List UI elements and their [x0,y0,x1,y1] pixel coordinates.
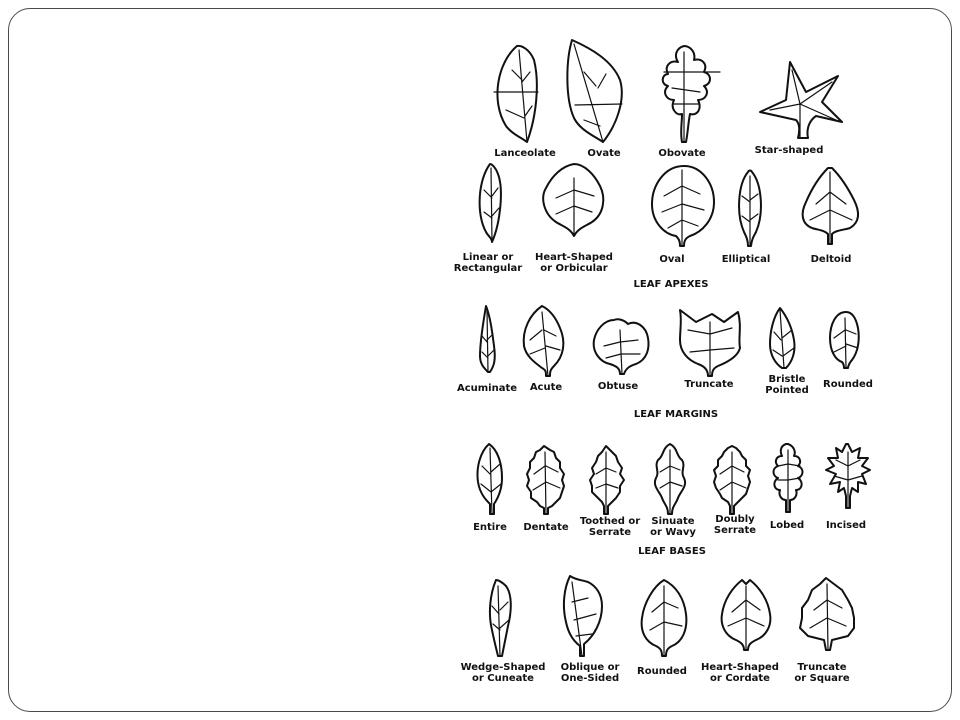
label-acute: Acute [529,382,563,393]
label-doubly-serrate: Doubly Serrate [713,514,757,536]
label-lanceolate: Lanceolate [494,148,556,159]
label-incised: Incised [825,520,867,531]
label-heart-orbicular: Heart-Shaped or Orbicular [535,252,613,274]
doubly-serrate-leaf-icon [714,446,750,514]
label-cuneate: Wedge-Shaped or Cuneate [460,662,546,684]
acute-leaf-icon [524,306,564,376]
label-rounded-base: Rounded [637,666,687,677]
cordate-base-leaf-icon [722,580,771,650]
label-bristle-pointed: Bristle Pointed [765,374,809,396]
label-star-shaped: Star-shaped [754,145,824,156]
label-obovate: Obovate [658,148,706,159]
star-shaped-leaf-icon [760,62,842,138]
elliptical-leaf-icon [739,171,761,247]
sinuate-leaf-icon [655,444,685,514]
acuminate-leaf-icon [480,306,495,372]
dentate-leaf-icon [527,446,564,514]
label-rounded-apex: Rounded [823,379,873,390]
label-truncate-apex: Truncate [684,379,734,390]
label-sinuate: Sinuate or Wavy [650,516,696,538]
heading-leaf-apexes: LEAF APEXES [633,279,709,290]
obovate-leaf-icon [663,46,720,142]
linear-leaf-icon [480,164,501,242]
ovate-leaf-icon [567,40,622,142]
label-acuminate: Acuminate [456,383,518,394]
truncate-apex-leaf-icon [680,310,740,376]
heading-leaf-margins: LEAF MARGINS [633,409,719,420]
obtuse-leaf-icon [594,319,649,374]
oblique-base-leaf-icon [564,576,602,656]
lanceolate-leaf-icon [494,46,538,142]
oval-leaf-icon [652,166,714,246]
label-entire: Entire [473,522,507,533]
truncate-base-leaf-icon [800,578,854,650]
label-oblique: Oblique or One-Sided [560,662,620,684]
deltoid-leaf-icon [803,168,858,244]
lobed-leaf-icon [774,444,803,512]
heading-leaf-bases: LEAF BASES [638,546,706,557]
serrate-leaf-icon [590,446,624,514]
label-ovate: Ovate [587,148,621,159]
label-oval: Oval [659,254,685,265]
label-cordate: Heart-Shaped or Cordate [701,662,779,684]
rounded-apex-leaf-icon [830,312,859,368]
label-linear: Linear or Rectangular [453,252,523,274]
entire-leaf-icon [477,444,502,514]
label-lobed: Lobed [769,520,805,531]
label-elliptical: Elliptical [721,254,771,265]
incised-leaf-icon [826,444,870,508]
label-serrate: Toothed or Serrate [579,516,641,538]
cuneate-base-leaf-icon [490,580,511,656]
label-obtuse: Obtuse [597,381,639,392]
rounded-base-leaf-icon [642,580,687,656]
bristle-pointed-leaf-icon [770,308,795,368]
label-truncate-base: Truncate or Square [794,662,850,684]
label-deltoid: Deltoid [810,254,852,265]
heart-orbicular-leaf-icon [543,164,603,236]
label-dentate: Dentate [523,522,569,533]
